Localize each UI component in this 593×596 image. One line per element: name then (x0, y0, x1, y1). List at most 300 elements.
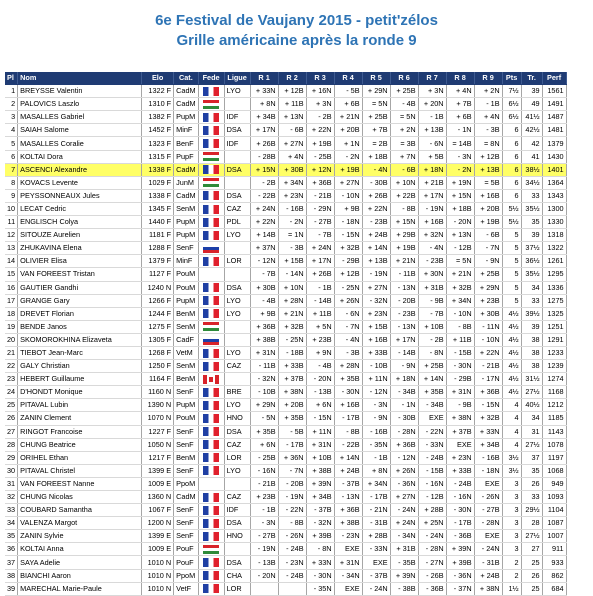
player-name[interactable]: SAIAH Salome (18, 124, 142, 137)
round-result: + 23B (474, 294, 502, 307)
round-result: - 28N (474, 517, 502, 530)
round-result: + 16B (362, 333, 390, 346)
round-result: - 9B (446, 399, 474, 412)
round-result: + 35B (334, 373, 362, 386)
points: 4 (502, 399, 521, 412)
player-name[interactable]: CHUNG Nicolas (18, 491, 142, 504)
tiebreak: 35 (521, 216, 542, 229)
round-result: - 2B (250, 176, 278, 189)
round-result: - 21B (306, 189, 334, 202)
rank: 2 (5, 98, 18, 111)
table-row[interactable] (5, 386, 566, 399)
rank: 9 (5, 189, 18, 202)
col-r5[interactable]: R 5 (362, 72, 390, 85)
round-result: - 33N (418, 438, 446, 451)
points: 6½ (502, 111, 521, 124)
category: SenF (174, 242, 198, 255)
table-row[interactable] (5, 399, 566, 412)
player-name[interactable]: VAN FOREEST Nanne (18, 477, 142, 490)
points: 5 (502, 229, 521, 242)
elo-rating: 1323 F (142, 137, 174, 150)
round-result: + 38N (446, 412, 474, 425)
round-result: - 15N (474, 399, 502, 412)
performance: 1185 (542, 412, 566, 425)
round-result: + 24B (334, 464, 362, 477)
round-result: - 22B (334, 438, 362, 451)
tiebreak: 38½ (521, 163, 542, 176)
federation (198, 281, 224, 294)
table-row[interactable] (5, 438, 566, 451)
flag-hu-icon (203, 322, 219, 331)
league: DSA (224, 163, 250, 176)
round-result: + 7B (362, 124, 390, 137)
tiebreak: 39 (521, 85, 542, 98)
player-name[interactable]: ORIHEL Ethan (18, 451, 142, 464)
elo-rating: 1010 N (142, 582, 174, 595)
round-result: - 27N (418, 556, 446, 569)
table-row[interactable] (5, 255, 566, 268)
rank: 12 (5, 229, 18, 242)
player-name[interactable]: SKOMOROKHINA Elizaveta (18, 333, 142, 346)
round-result: - 13N (390, 320, 418, 333)
flag-fr-icon (203, 453, 219, 462)
performance: 1491 (542, 98, 566, 111)
col-r8[interactable]: R 8 (446, 72, 474, 85)
col-r6[interactable]: R 6 (390, 72, 418, 85)
league: LOR (224, 255, 250, 268)
round-result: + 6B (446, 111, 474, 124)
round-result: - 28B (250, 150, 278, 163)
performance: 1093 (542, 491, 566, 504)
round-result: + 39N (390, 569, 418, 582)
round-result: - 33N (362, 543, 390, 556)
rank: 11 (5, 216, 18, 229)
round-result: + 27N (362, 281, 390, 294)
round-result: - 10N (334, 189, 362, 202)
round-result: - 1N (390, 399, 418, 412)
col-perf[interactable]: Perf (542, 72, 566, 85)
tiebreak: 49 (521, 98, 542, 111)
table-row[interactable] (5, 176, 566, 189)
round-result: - 19N (362, 268, 390, 281)
player-name[interactable]: ZANIN Clement (18, 412, 142, 425)
round-result: - 23B (390, 307, 418, 320)
player-name[interactable]: TIEBOT Jean-Marc (18, 346, 142, 359)
table-row[interactable] (5, 216, 566, 229)
tiebreak: 33 (521, 491, 542, 504)
round-result: - 30N (306, 569, 334, 582)
player-name[interactable]: SITOUZE Aurelien (18, 229, 142, 242)
table-row[interactable] (5, 333, 566, 346)
round-result: - 37B (362, 569, 390, 582)
round-result: - 9N (474, 255, 502, 268)
table-row[interactable] (5, 98, 566, 111)
table-row[interactable] (5, 464, 566, 477)
round-result: - 24N (362, 582, 390, 595)
col-r1[interactable]: R 1 (250, 72, 278, 85)
round-result: - 25N (334, 281, 362, 294)
league: IDF (224, 111, 250, 124)
round-result: - 2B (418, 333, 446, 346)
player-name[interactable]: BENDE Janos (18, 320, 142, 333)
points: 7½ (502, 85, 521, 98)
player-name[interactable]: DREVET Florian (18, 307, 142, 320)
points: 4½ (502, 307, 521, 320)
round-result: + 27N (390, 491, 418, 504)
category: MinF (174, 255, 198, 268)
round-result: EXE (474, 530, 502, 543)
rank: 6 (5, 150, 18, 163)
player-name[interactable]: PITAVAL Lubin (18, 399, 142, 412)
table-row[interactable] (5, 569, 566, 582)
round-result: + 17N (306, 255, 334, 268)
table-row[interactable] (5, 504, 566, 517)
round-result: + 38B (334, 517, 362, 530)
round-result: + 31B (390, 543, 418, 556)
round-result: - 25N (278, 333, 306, 346)
table-row[interactable] (5, 137, 566, 150)
performance: 933 (542, 556, 566, 569)
col-r7[interactable]: R 7 (418, 72, 446, 85)
round-result: + 19B (474, 216, 502, 229)
category: CadM (174, 491, 198, 504)
col-pl[interactable]: Pl (5, 72, 18, 85)
col-r2[interactable]: R 2 (278, 72, 306, 85)
player-name[interactable]: SAYA Adelie (18, 556, 142, 569)
player-name[interactable]: HEBERT Guillaume (18, 373, 142, 386)
round-result: - 20B (278, 477, 306, 490)
league: HNO (224, 530, 250, 543)
table-row[interactable] (5, 556, 566, 569)
elo-rating: 1240 N (142, 281, 174, 294)
league: LYO (224, 85, 250, 98)
round-result: - 24B (418, 451, 446, 464)
performance: 1343 (542, 189, 566, 202)
category: SenF (174, 425, 198, 438)
federation (198, 242, 224, 255)
player-name[interactable]: MASALLES Gabriel (18, 111, 142, 124)
player-name[interactable]: KOLTAI Anna (18, 543, 142, 556)
round-result: + 21B (418, 176, 446, 189)
round-result: + 12N (306, 163, 334, 176)
elo-rating: 1127 F (142, 268, 174, 281)
round-result: - 7B (306, 229, 334, 242)
points: 2 (502, 569, 521, 582)
round-result: - 1B (306, 281, 334, 294)
category: PouM (174, 268, 198, 281)
elo-rating: 1009 E (142, 543, 174, 556)
table-row[interactable] (5, 294, 566, 307)
league: IDF (224, 504, 250, 517)
federation (198, 85, 224, 98)
col-ligue[interactable]: Ligue (224, 72, 250, 85)
round-result: + 27N (278, 137, 306, 150)
table-row[interactable] (5, 360, 566, 373)
table-row[interactable] (5, 163, 566, 176)
table-row[interactable] (5, 491, 566, 504)
flag-fr-icon (203, 231, 219, 240)
category: SenF (174, 464, 198, 477)
table-row[interactable] (5, 543, 566, 556)
round-result: - 13N (390, 281, 418, 294)
round-result: - 35N (306, 582, 334, 595)
player-name[interactable]: D'HONDT Monique (18, 386, 142, 399)
round-result: EXE (334, 543, 362, 556)
elo-rating: 1338 F (142, 189, 174, 202)
category: CadM (174, 163, 198, 176)
rank: 22 (5, 360, 18, 373)
rank: 4 (5, 124, 18, 137)
round-result: - 20N (306, 373, 334, 386)
round-result: + 1N (334, 137, 362, 150)
rank: 1 (5, 85, 18, 98)
flag-fr-icon (203, 165, 219, 174)
player-name[interactable]: ENGLISCH Colya (18, 216, 142, 229)
col-nom[interactable]: Nom (18, 72, 142, 85)
elo-rating: 1244 F (142, 307, 174, 320)
round-result: + 37B (278, 373, 306, 386)
table-row[interactable] (5, 477, 566, 490)
flag-fr-icon (203, 283, 219, 292)
category: SenF (174, 386, 198, 399)
flag-fr-icon (203, 388, 219, 397)
round-result: + 11B (446, 333, 474, 346)
category: PupM (174, 399, 198, 412)
table-row[interactable] (5, 530, 566, 543)
federation (198, 425, 224, 438)
tiebreak: 38 (521, 360, 542, 373)
round-result: + 13N (278, 111, 306, 124)
round-result: + 14N (418, 373, 446, 386)
player-name[interactable]: GALY Christian (18, 360, 142, 373)
points: 4½ (502, 346, 521, 359)
round-result: - 7N (334, 320, 362, 333)
federation (198, 530, 224, 543)
player-name[interactable]: MARECHAL Marie-Paule (18, 582, 142, 595)
rank: 33 (5, 504, 18, 517)
round-result: + 26N (334, 294, 362, 307)
elo-rating: 1250 F (142, 360, 174, 373)
round-result: + 2N (474, 85, 502, 98)
player-name[interactable]: CHUNG Beatrice (18, 438, 142, 451)
round-result: + 34B (306, 491, 334, 504)
category: PpoM (174, 569, 198, 582)
col-r3[interactable]: R 3 (306, 72, 334, 85)
performance: 1487 (542, 111, 566, 124)
table-row[interactable] (5, 373, 566, 386)
round-result: - 34B (418, 399, 446, 412)
table-row[interactable] (5, 242, 566, 255)
elo-rating: 1181 F (142, 229, 174, 242)
round-result: + 2N (390, 124, 418, 137)
round-result: - 9N (362, 412, 390, 425)
tiebreak: 35½ (521, 202, 542, 215)
round-result: - 17B (446, 517, 474, 530)
table-row[interactable] (5, 189, 566, 202)
round-result: + 9B (334, 202, 362, 215)
category: SenF (174, 504, 198, 517)
table-row[interactable] (5, 268, 566, 281)
player-name[interactable]: ASCENCI Alexandre (18, 163, 142, 176)
round-result: + 38N (474, 582, 502, 595)
round-result: + 24B (474, 569, 502, 582)
federation (198, 163, 224, 176)
round-result: - 32N (306, 517, 334, 530)
round-result: + 36B (334, 504, 362, 517)
player-name[interactable]: VAN FOREEST Tristan (18, 268, 142, 281)
table-row[interactable] (5, 85, 566, 98)
table-row[interactable] (5, 229, 566, 242)
player-name[interactable]: GRANGE Gary (18, 294, 142, 307)
round-result: + 25B (362, 111, 390, 124)
performance: 1322 (542, 242, 566, 255)
category: PpoM (174, 477, 198, 490)
table-row[interactable] (5, 150, 566, 163)
round-result: - 24N (474, 543, 502, 556)
round-result: + 15B (278, 255, 306, 268)
rank: 23 (5, 373, 18, 386)
category: CadM (174, 189, 198, 202)
round-result: - 23B (362, 216, 390, 229)
player-name[interactable]: BIANCHI Aaron (18, 569, 142, 582)
player-name[interactable]: ZHUKAVINA Elena (18, 242, 142, 255)
round-result: + 10N (278, 281, 306, 294)
col-pts[interactable]: Pts (502, 72, 521, 85)
federation (198, 517, 224, 530)
round-result: + 4N (446, 85, 474, 98)
flag-fr-icon (203, 493, 219, 502)
round-result: + 25B (390, 85, 418, 98)
round-result: + 35B (278, 412, 306, 425)
round-result: + 22N (474, 346, 502, 359)
col-r9[interactable]: R 9 (474, 72, 502, 85)
col-elo[interactable]: Elo (142, 72, 174, 85)
player-name[interactable]: KOLTAI Dora (18, 150, 142, 163)
table-row[interactable] (5, 320, 566, 333)
round-result: - 28N (418, 543, 446, 556)
player-name[interactable]: VALENZA Margot (18, 517, 142, 530)
col-fede[interactable]: Fede (198, 72, 224, 85)
table-row[interactable] (5, 425, 566, 438)
player-name[interactable]: MASALLES Coralie (18, 137, 142, 150)
table-row[interactable] (5, 517, 566, 530)
performance: 1364 (542, 176, 566, 189)
col-cat[interactable]: Cat. (174, 72, 198, 85)
round-result: + 11B (278, 98, 306, 111)
league: DSA (224, 124, 250, 137)
table-row[interactable] (5, 111, 566, 124)
round-result: - 26B (418, 569, 446, 582)
table-row[interactable] (5, 346, 566, 359)
table-row[interactable] (5, 281, 566, 294)
round-result: + 5N (306, 320, 334, 333)
player-name[interactable]: PITAVAL Christel (18, 464, 142, 477)
category: BenM (174, 307, 198, 320)
col-tr[interactable]: Tr. (521, 72, 542, 85)
round-result: - 26N (474, 491, 502, 504)
federation (198, 477, 224, 490)
player-name[interactable]: RINGOT Francoise (18, 425, 142, 438)
player-name[interactable]: ZANIN Sylvie (18, 530, 142, 543)
round-result: - 8B (446, 320, 474, 333)
flag-fr-icon (203, 401, 219, 410)
points: 5 (502, 268, 521, 281)
table-row[interactable] (5, 307, 566, 320)
col-r4[interactable]: R 4 (334, 72, 362, 85)
tiebreak: 41½ (521, 111, 542, 124)
round-result: + 22N (250, 216, 278, 229)
player-name[interactable]: KOVACS Levente (18, 176, 142, 189)
round-result: - 30N (334, 386, 362, 399)
round-result: + 24N (306, 242, 334, 255)
round-result: - 17B (278, 438, 306, 451)
points: 3 (502, 504, 521, 517)
elo-rating: 1200 N (142, 517, 174, 530)
round-result: - 16N (446, 491, 474, 504)
rank: 38 (5, 569, 18, 582)
round-result: - 23N (334, 530, 362, 543)
elo-rating: 1345 F (142, 202, 174, 215)
player-name[interactable]: PALOVICS Laszlo (18, 98, 142, 111)
round-result: - 12B (446, 242, 474, 255)
round-result: + 16B (334, 399, 362, 412)
rank: 8 (5, 176, 18, 189)
player-name[interactable]: BREYSSE Valentin (18, 85, 142, 98)
round-result: - 22B (250, 189, 278, 202)
round-result: + 3N (306, 98, 334, 111)
round-result: + 29N (474, 281, 502, 294)
round-result: = 5N (362, 98, 390, 111)
elo-rating: 1050 N (142, 438, 174, 451)
flag-fr-icon (203, 205, 219, 214)
points: 6 (502, 176, 521, 189)
category: SenM (174, 320, 198, 333)
round-result: - 24B (278, 543, 306, 556)
table-row[interactable] (5, 412, 566, 425)
round-result: + 18B (446, 202, 474, 215)
player-name[interactable]: OLIVIER Elisa (18, 255, 142, 268)
elo-rating: 1009 E (142, 477, 174, 490)
round-result: - 6B (278, 124, 306, 137)
player-name[interactable]: GAUTIER Gandhi (18, 281, 142, 294)
player-name[interactable]: LECAT Cedric (18, 202, 142, 215)
round-result: - 30N (446, 360, 474, 373)
round-result: + 32N (418, 229, 446, 242)
round-result: + 9B (250, 307, 278, 320)
round-result: - 13B (250, 556, 278, 569)
player-name[interactable]: PEYSSONNEAUX Jules (18, 189, 142, 202)
table-row[interactable] (5, 124, 566, 137)
round-result: - 27B (306, 216, 334, 229)
league (224, 176, 250, 189)
player-name[interactable]: COUBARD Samantha (18, 504, 142, 517)
round-result: + 35B (418, 386, 446, 399)
round-result: - 10B (362, 360, 390, 373)
table-row[interactable] (5, 451, 566, 464)
round-result: - 3N (446, 150, 474, 163)
table-row[interactable] (5, 202, 566, 215)
league: DSA (224, 556, 250, 569)
points: 3 (502, 543, 521, 556)
league (224, 333, 250, 346)
rank: 32 (5, 491, 18, 504)
tiebreak: 40½ (521, 399, 542, 412)
rank: 30 (5, 464, 18, 477)
round-result: + 17N (390, 333, 418, 346)
league (224, 98, 250, 111)
tiebreak: 42½ (521, 124, 542, 137)
flag-hu-icon (203, 152, 219, 161)
